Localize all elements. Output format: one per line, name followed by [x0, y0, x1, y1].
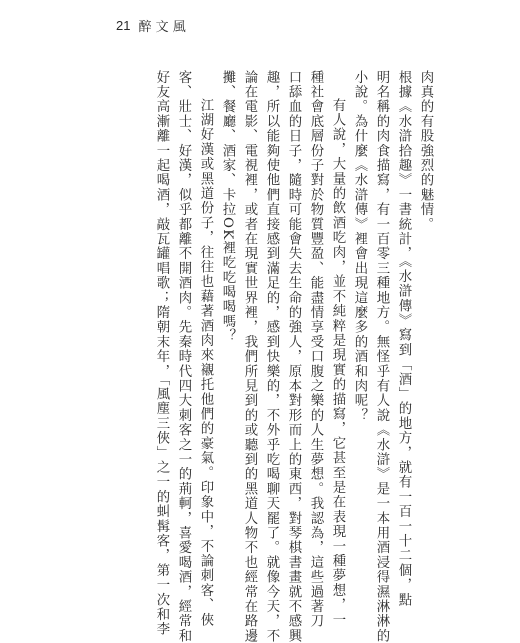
book-title: 醉 文 風 [138, 20, 186, 35]
text-column: 攤、餐廳、酒家、卡拉OK裡吃吃喝喝嗎？ [220, 70, 235, 344]
page-header [116, 16, 186, 35]
text-column: 口舔血的日子，隨時可能會失去生命的強人，原本對形而上的東西，對琴棋書畫就不感興 [286, 70, 301, 643]
page-number: 21 [116, 18, 131, 33]
text-column: 好友高漸離一起喝酒，敲瓦罐唱歌；隋朝末年，「風塵三俠」之一的虯髯客，第一次和李 [154, 70, 169, 637]
text-column: 有人說，大量的飲酒吃肉，並不純粹是現實的描寫，它甚至是在表現一種夢想，一 [330, 98, 345, 628]
text-column: 小說。為什麼《水滸傳》裡會出現這麼多的酒和肉呢？ [352, 70, 367, 423]
text-column: 趣，所以能夠使他們直接感到滿足的，感到快樂的，不外乎吃喝聊天罷了。就像今天，不 [264, 70, 279, 643]
text-column: 明名稱的肉食描寫，有一百零三種地方。無怪乎有人說《水滸》是一本用酒浸得濕淋淋的 [374, 70, 389, 643]
text-column: 論在電影、電視裡，或者在現實世界裡，我們所見到的或聽到的黑道人物不也經常在路邊 [242, 70, 257, 643]
text-column: 肉真的有股強烈的魅情。 [418, 70, 433, 232]
text-column: 根據《水滸拾趣》一書統計，《水滸傳》寫到「酒」的地方，就有一百一十二個，點 [396, 70, 411, 608]
text-column: 江湖好漢或黑道份子，往往也藉著酒肉來襯托他們的豪氣。印象中，不論刺客、俠 [198, 98, 213, 628]
text-column: 客、壯士、好漢，似乎都離不開酒肉。先秦時代四大刺客之一的荊軻，喜愛喝酒，經常和 [176, 70, 191, 643]
text-column: 種社會底層份子對於物質豐盈、能盡情享受口腹之樂的人生夢想。我認為，這些過著刀 [308, 70, 323, 629]
